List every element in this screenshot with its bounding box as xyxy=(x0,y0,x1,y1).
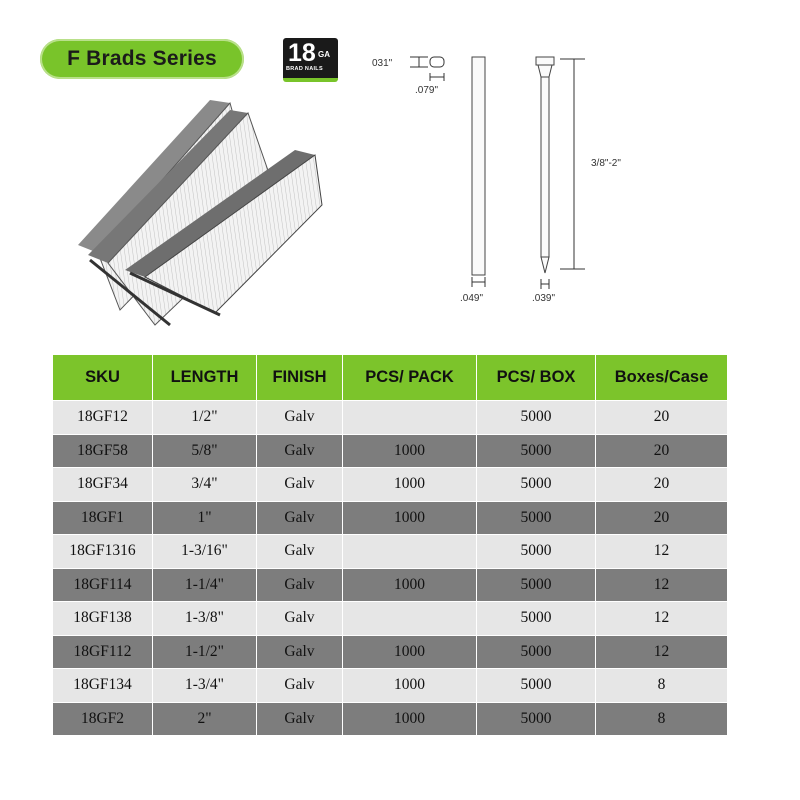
cell-length: 2" xyxy=(153,702,257,736)
cell-pcs-box: 5000 xyxy=(477,501,596,535)
cell-length: 1-1/2" xyxy=(153,635,257,669)
cell-sku: 18GF114 xyxy=(53,568,153,602)
series-title-badge xyxy=(40,39,244,79)
cell-pcs-box: 5000 xyxy=(477,602,596,636)
table-row xyxy=(53,535,728,569)
cell-boxes-case: 12 xyxy=(596,602,728,636)
gauge-logo xyxy=(283,38,338,82)
gauge-unit: GA xyxy=(318,50,330,59)
shank-width-label: .049" xyxy=(460,293,484,304)
cell-pcs-box: 5000 xyxy=(477,401,596,435)
table-row xyxy=(53,669,728,703)
table-row xyxy=(53,702,728,736)
cell-length: 1/2" xyxy=(153,401,257,435)
cell-pcs-pack: 1000 xyxy=(343,501,477,535)
cell-sku: 18GF1 xyxy=(53,501,153,535)
cell-pcs-pack: 1000 xyxy=(343,702,477,736)
cell-finish: Galv xyxy=(257,568,343,602)
series-title: F Brads Series xyxy=(67,47,217,70)
cell-boxes-case: 20 xyxy=(596,501,728,535)
cell-finish: Galv xyxy=(257,602,343,636)
cell-sku: 18GF12 xyxy=(53,401,153,435)
brad-nail-strips-image xyxy=(70,95,330,330)
gauge-subtitle: BRAD NAILS xyxy=(286,66,323,72)
table-row xyxy=(53,501,728,535)
length-dimension-line xyxy=(560,59,585,269)
length-range-label: 3/8"-2" xyxy=(591,158,621,169)
spec-table xyxy=(52,354,728,736)
cell-boxes-case: 20 xyxy=(596,468,728,502)
table-header-row xyxy=(53,355,728,401)
header-pcs-pack: PCS/ PACK xyxy=(343,355,477,401)
gauge-number: 18 xyxy=(288,39,316,67)
table-row xyxy=(53,635,728,669)
head-cross-section xyxy=(410,57,444,81)
cell-pcs-box: 5000 xyxy=(477,669,596,703)
cell-sku: 18GF112 xyxy=(53,635,153,669)
cell-boxes-case: 20 xyxy=(596,434,728,468)
header-boxes-case: Boxes/Case xyxy=(596,355,728,401)
head-width-label: .079" xyxy=(415,85,439,96)
cell-pcs-pack: 1000 xyxy=(343,669,477,703)
cell-sku: 18GF2 xyxy=(53,702,153,736)
header-pcs-box: PCS/ BOX xyxy=(477,355,596,401)
cell-boxes-case: 12 xyxy=(596,635,728,669)
cell-pcs-box: 5000 xyxy=(477,568,596,602)
cell-pcs-pack xyxy=(343,401,477,435)
cell-length: 3/4" xyxy=(153,468,257,502)
cell-length: 1" xyxy=(153,501,257,535)
cell-length: 1-3/16" xyxy=(153,535,257,569)
cell-finish: Galv xyxy=(257,535,343,569)
cell-finish: Galv xyxy=(257,702,343,736)
cell-pcs-box: 5000 xyxy=(477,535,596,569)
cell-pcs-box: 5000 xyxy=(477,434,596,468)
cell-pcs-box: 5000 xyxy=(477,635,596,669)
cell-pcs-pack: 1000 xyxy=(343,434,477,468)
cell-pcs-pack xyxy=(343,602,477,636)
cell-boxes-case: 12 xyxy=(596,535,728,569)
cell-pcs-box: 5000 xyxy=(477,702,596,736)
cell-length: 1-1/4" xyxy=(153,568,257,602)
nail-front-view xyxy=(472,57,485,275)
cell-pcs-pack xyxy=(343,535,477,569)
cell-pcs-pack: 1000 xyxy=(343,468,477,502)
header-length: LENGTH xyxy=(153,355,257,401)
head-thickness-label: 031" xyxy=(372,58,393,69)
nail-side-view xyxy=(536,57,554,273)
cell-pcs-pack: 1000 xyxy=(343,635,477,669)
cell-finish: Galv xyxy=(257,635,343,669)
cell-boxes-case: 20 xyxy=(596,401,728,435)
table-row xyxy=(53,468,728,502)
table-row xyxy=(53,602,728,636)
header-finish: FINISH xyxy=(257,355,343,401)
cell-boxes-case: 12 xyxy=(596,568,728,602)
cell-sku: 18GF138 xyxy=(53,602,153,636)
cell-finish: Galv xyxy=(257,434,343,468)
cell-pcs-box: 5000 xyxy=(477,468,596,502)
cell-pcs-pack: 1000 xyxy=(343,568,477,602)
cell-finish: Galv xyxy=(257,401,343,435)
cell-sku: 18GF58 xyxy=(53,434,153,468)
table-row xyxy=(53,434,728,468)
table-row xyxy=(53,568,728,602)
cell-boxes-case: 8 xyxy=(596,702,728,736)
table-row xyxy=(53,401,728,435)
cell-length: 5/8" xyxy=(153,434,257,468)
cell-length: 1-3/8" xyxy=(153,602,257,636)
cell-sku: 18GF134 xyxy=(53,669,153,703)
header-sku: SKU xyxy=(53,355,153,401)
cell-boxes-case: 8 xyxy=(596,669,728,703)
cell-finish: Galv xyxy=(257,669,343,703)
cell-finish: Galv xyxy=(257,501,343,535)
brad-dimension-diagram xyxy=(360,45,650,315)
cell-sku: 18GF34 xyxy=(53,468,153,502)
shank-thickness-label: .039" xyxy=(532,293,556,304)
cell-finish: Galv xyxy=(257,468,343,502)
cell-length: 1-3/4" xyxy=(153,669,257,703)
cell-sku: 18GF1316 xyxy=(53,535,153,569)
